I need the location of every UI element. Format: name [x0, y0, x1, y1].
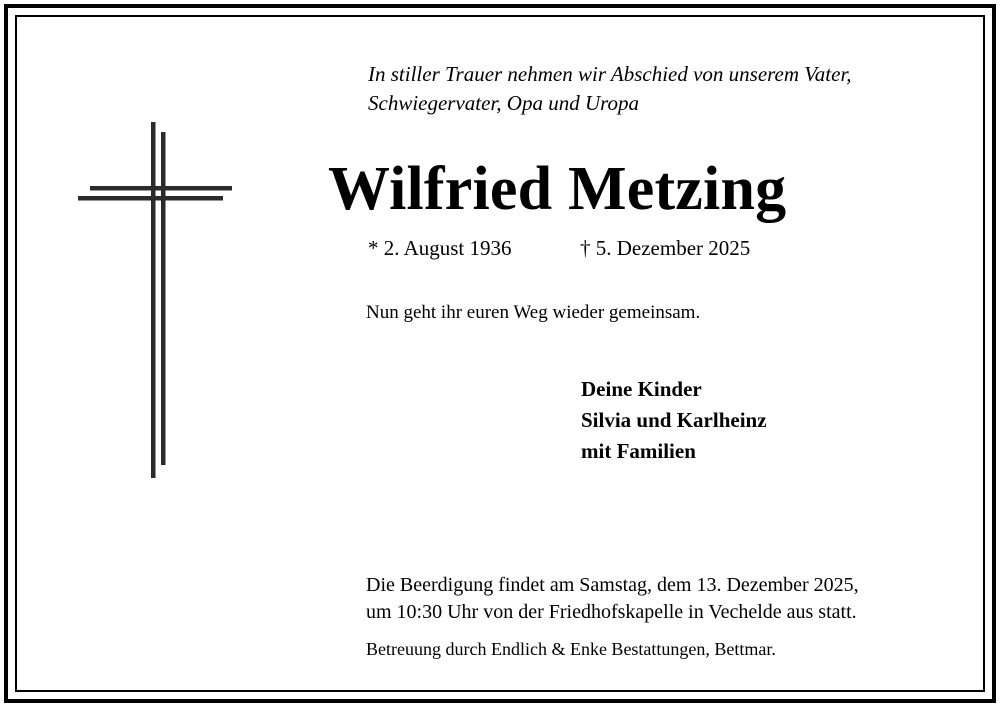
- funeral-info: [366, 572, 859, 626]
- deceased-name: Wilfried Metzing: [328, 155, 787, 223]
- mourners-block: [581, 374, 767, 467]
- intro-text: [368, 60, 928, 118]
- cross-icon: [78, 122, 234, 478]
- undertaker-note: Betreuung durch Endlich & Enke Bestattungen, Bettmar.: [366, 639, 776, 659]
- birth-date: * 2. August 1936: [368, 236, 512, 260]
- intro-line-1: In stiller Trauer nehmen wir Abschied von unserem Vater,: [368, 62, 852, 86]
- mourners-line-3: mit Familien: [581, 439, 696, 463]
- memorial-quote: Nun geht ihr euren Weg wieder gemeinsam.: [366, 302, 701, 323]
- funeral-line-1: Die Beerdigung findet am Samstag, dem 13. Dezember 2025,: [366, 574, 859, 596]
- mourners-line-1: Deine Kinder: [581, 377, 702, 401]
- death-date: † 5. Dezember 2025: [580, 236, 751, 260]
- funeral-line-2: um 10:30 Uhr von der Friedhofskapelle in Vechelde aus statt.: [366, 601, 857, 623]
- mourners-line-2: Silvia und Karlheinz: [581, 408, 767, 432]
- intro-line-2: Schwiegervater, Opa und Uropa: [368, 91, 640, 115]
